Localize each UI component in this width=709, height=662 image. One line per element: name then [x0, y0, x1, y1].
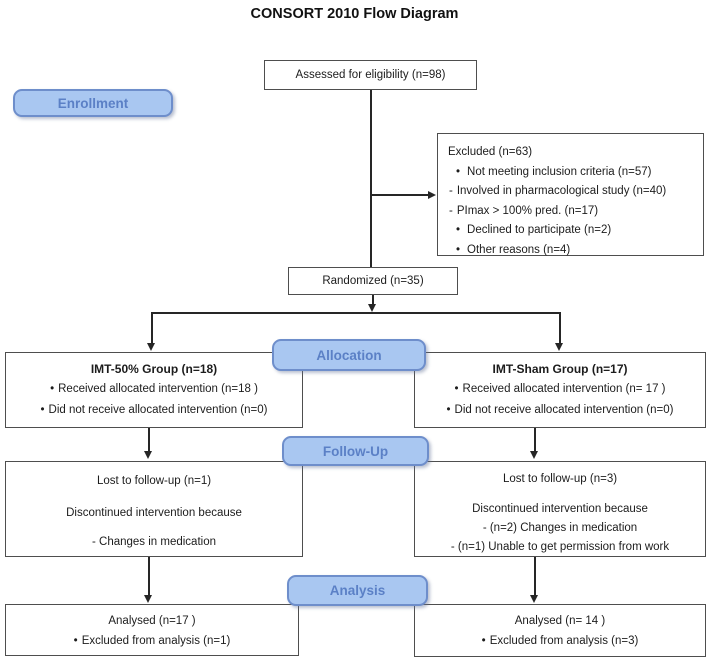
page-title: CONSORT 2010 Flow Diagram — [250, 6, 459, 22]
bullet-marker: • — [456, 243, 461, 256]
arrowhead-excluded — [428, 191, 436, 199]
bullet-marker: • — [481, 635, 486, 647]
imt-sham-group-box — [414, 352, 706, 428]
dash-marker: - — [449, 204, 453, 217]
followup-right-line: Discontinued intervention because — [472, 503, 648, 515]
excluded-item-text: PImax > 100% pred. (n=17) — [456, 204, 599, 217]
connector-alloc-to-fu-right — [534, 428, 536, 452]
group-item-text: Received allocated intervention (n=18 ) — [58, 383, 258, 395]
group-item — [415, 379, 705, 400]
connector-branch-horizontal — [151, 312, 560, 314]
connector-to-excluded — [371, 194, 429, 196]
excluded-item — [448, 202, 699, 222]
excluded-item-text: Declined to participate (n=2) — [467, 224, 612, 236]
arrowhead-fu-right — [530, 451, 538, 459]
arrowhead-an-left — [144, 595, 152, 603]
group-item — [6, 379, 302, 400]
analysis-stage-label — [287, 575, 428, 606]
imt50-group-title: IMT-50% Group (n=18) — [90, 362, 218, 376]
arrowhead-randomized-branch — [368, 304, 376, 312]
excluded-item — [448, 163, 699, 183]
analysis-left-item-text: Excluded from analysis (n=1) — [81, 635, 231, 647]
analysis-right-title: Analysed (n= 14 ) — [514, 615, 606, 627]
analysis-left-item — [6, 631, 298, 651]
group-item — [415, 400, 705, 421]
excluded-item-text: Not meeting inclusion criteria (n=57) — [467, 165, 652, 178]
imt50-group-box — [5, 352, 303, 428]
enrollment-stage-label — [13, 89, 173, 117]
bullet-marker: • — [50, 383, 55, 395]
analysis-right-item-text: Excluded from analysis (n=3) — [489, 635, 639, 647]
allocation-stage-label — [272, 339, 426, 371]
imt-sham-group-title: IMT-Sham Group (n=17) — [492, 362, 628, 376]
arrowhead-alloc-right — [555, 343, 563, 351]
followup-stage-label — [282, 436, 429, 466]
arrowhead-an-right — [530, 595, 538, 603]
followup-right-line: - (n=1) Unable to get permission from work — [450, 541, 670, 553]
connector-branch-right — [559, 312, 561, 344]
bullet-marker: • — [456, 165, 461, 178]
bullet-marker: • — [446, 404, 451, 416]
analysis-label-text: Analysis — [329, 583, 386, 598]
analysis-left-box — [5, 604, 299, 656]
followup-left-box — [5, 461, 303, 557]
analysis-left-title: Analysed (n=17 ) — [108, 615, 196, 627]
connector-assessed-to-randomized — [370, 90, 372, 267]
group-item-text: Received allocated intervention (n= 17 ) — [462, 383, 666, 395]
excluded-item — [448, 182, 699, 202]
group-item-text: Did not receive allocated intervention (n=0) — [454, 404, 674, 416]
assessed-box — [264, 60, 477, 90]
randomized-text: Randomized (n=35) — [322, 275, 424, 287]
followup-right-line: - (n=2) Changes in medication — [482, 522, 638, 534]
allocation-label-text: Allocation — [316, 347, 382, 363]
analysis-right-item — [415, 631, 705, 651]
followup-left-line: Lost to follow-up (n=1) — [96, 475, 212, 487]
bullet-marker: • — [40, 404, 45, 416]
group-item-text: Did not receive allocated intervention (n=0) — [48, 404, 268, 416]
enrollment-label-text: Enrollment — [57, 95, 129, 111]
connector-fu-to-an-right — [534, 557, 536, 596]
excluded-item — [448, 221, 699, 241]
bullet-marker: • — [454, 383, 459, 395]
followup-label-text: Follow-Up — [322, 443, 389, 459]
followup-left-line: - Changes in medication — [91, 536, 216, 548]
followup-left-line: Discontinued intervention because — [66, 507, 242, 519]
excluded-box — [437, 133, 704, 256]
group-item — [6, 400, 302, 421]
bullet-marker: • — [73, 635, 78, 647]
randomized-box — [288, 267, 458, 295]
connector-branch-left — [151, 312, 153, 344]
connector-fu-to-an-left — [148, 557, 150, 596]
analysis-right-box — [414, 604, 706, 657]
followup-right-box — [414, 461, 706, 557]
excluded-item-text: Other reasons (n=4) — [467, 243, 571, 256]
bullet-marker: • — [456, 224, 461, 236]
followup-right-line: Lost to follow-up (n=3) — [502, 473, 618, 485]
assessed-text: Assessed for eligibility (n=98) — [295, 69, 446, 81]
excluded-item-text: Involved in pharmacological study (n=40) — [456, 185, 667, 197]
dash-marker: - — [449, 185, 453, 197]
connector-alloc-to-fu-left — [148, 428, 150, 452]
arrowhead-fu-left — [144, 451, 152, 459]
arrowhead-alloc-left — [147, 343, 155, 351]
excluded-item — [448, 241, 699, 261]
excluded-title: Excluded (n=63) — [448, 146, 533, 158]
